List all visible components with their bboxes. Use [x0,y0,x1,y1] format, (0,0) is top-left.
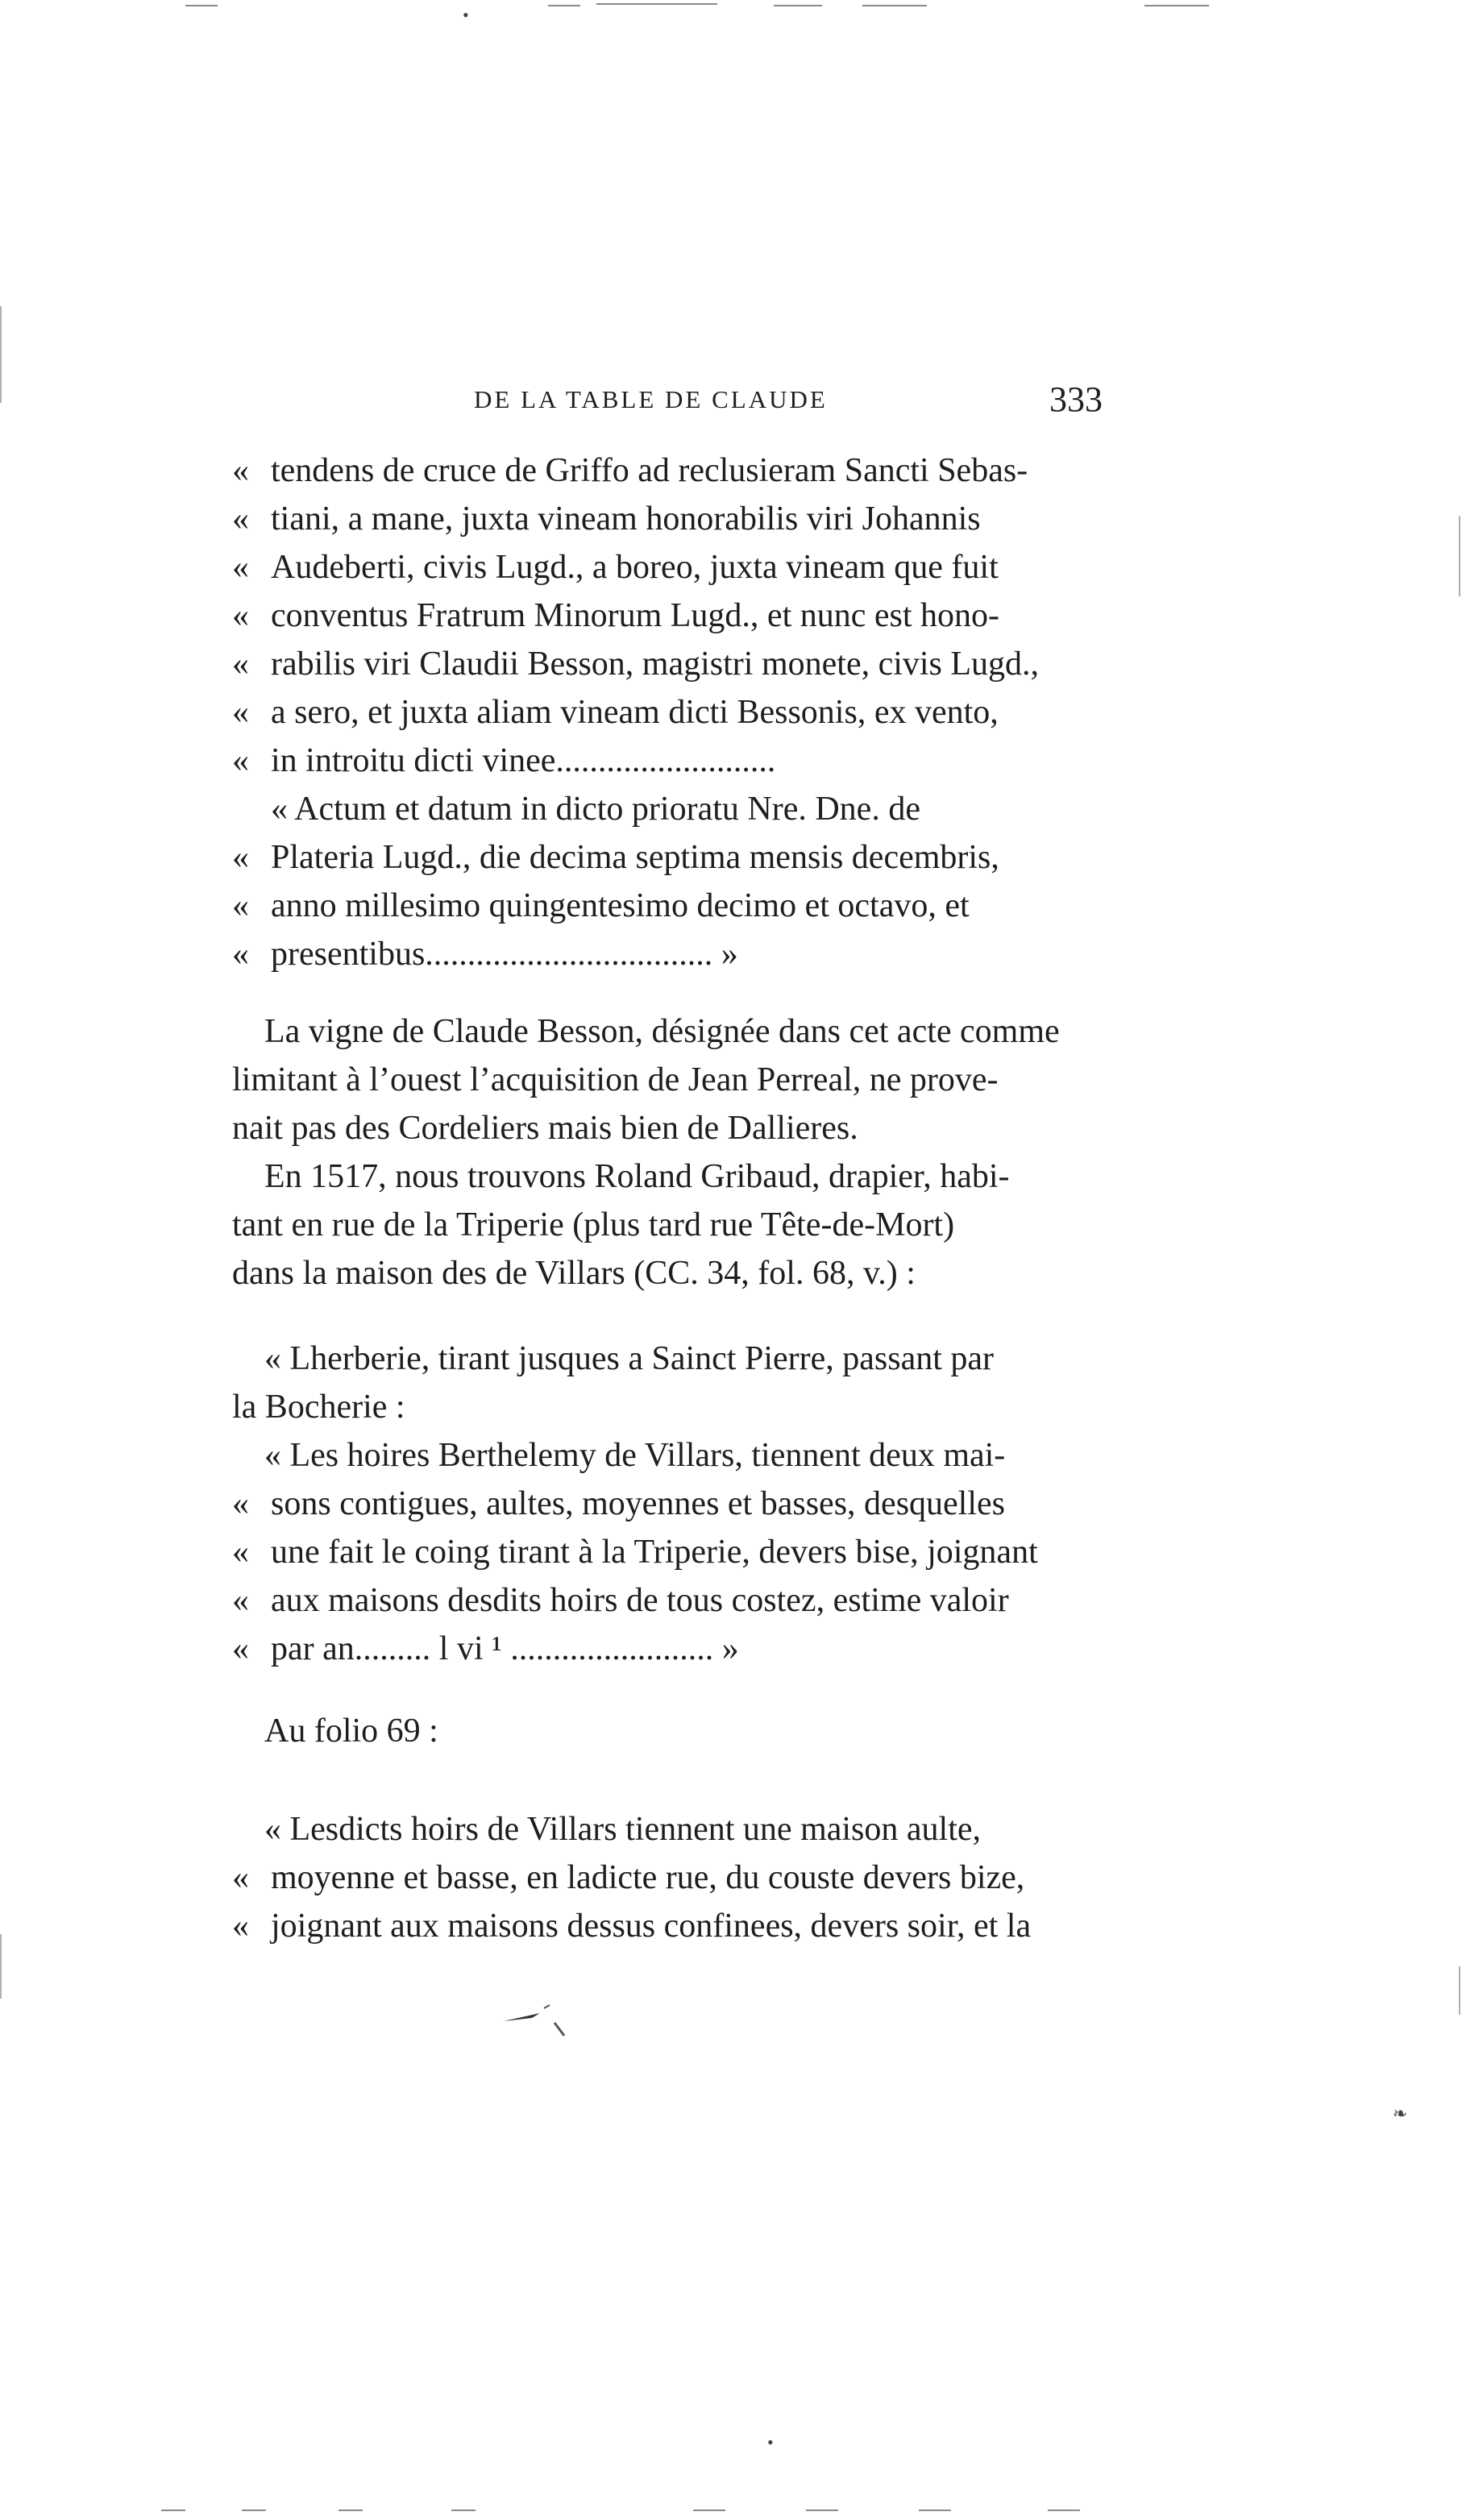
quote-line [232,1625,1103,1673]
villars-quote [232,1805,1103,1950]
quote-line: « Lesdicts hoirs de Villars tiennent une maison aulte, [264,1811,982,1848]
latin-act-quote [232,446,1103,978]
prose-line: tant en rue de la Triperie (plus tard rue Tête-de-Mort) [232,1206,955,1243]
quote-line [232,1854,1103,1902]
quote-line [232,785,1103,833]
page-number: 333 [1049,380,1103,419]
quote-line: « Lherberie, tirant jusques a Sainct Pierre, passant par [264,1340,995,1377]
left-scan-line-2 [0,1934,2,1999]
quote-line [232,1902,1103,1950]
guillemet: « [232,1630,249,1667]
right-scan-line-1 [1459,516,1460,596]
prose-line: nait pas des Cordeliers mais bien de Dallieres. [232,1110,858,1147]
quote-line: « Les hoires Berthelemy de Villars, tiennent deux mai- [264,1437,1006,1474]
quote-line [232,1576,1103,1625]
quote-text: joignant aux maisons dessus confinees, devers soir, et la [271,1908,1032,1945]
prose-paragraphs [232,1007,1103,1297]
guillemet: « [232,1485,249,1522]
prose-line: La vigne de Claude Besson, désignée dans cet acte comme [264,1013,1060,1050]
left-scan-line-1 [0,306,2,403]
quote-text: tendens de cruce de Griffo ad reclusieram Sancti Sebas- [271,452,1028,489]
running-title: DE LA TABLE DE CLAUDE [474,385,828,413]
quote-text: a sero, et juxta aliam vineam dicti Bessonis, ex vento, [271,694,999,731]
guillemet: « [232,549,249,586]
guillemet: « [232,839,249,876]
quote-text: une fait le coing tirant à la Triperie, devers bise, joignant [271,1534,1038,1571]
guillemet: « [232,936,249,973]
pen-stroke-mark [500,1991,588,2047]
guillemet: « [232,646,249,683]
lherberie-quote [232,1335,1103,1673]
quote-text: tiani, a mane, juxta vineam honorabilis viri Johannis [271,500,981,538]
quote-text: conventus Fratrum Minorum Lugd., et nunc est hono- [271,597,1000,634]
guillemet: « [232,694,249,731]
guillemet: « [232,1859,249,1896]
quote-line [232,495,1103,543]
quote-line [232,640,1103,688]
quote-line [232,446,1103,495]
guillemet: « [232,1582,249,1619]
running-header [232,379,1103,427]
guillemet: « [232,742,249,779]
quote-text: anno millesimo quingentesimo decimo et octavo, et [271,887,970,924]
quote-text: aux maisons desdits hoirs de tous costez, estime valoir [271,1582,1009,1619]
quote-line [232,688,1103,737]
guillemet: « [232,1908,249,1945]
quote-text: moyenne et basse, en ladicte rue, du couste devers bize, [271,1859,1025,1896]
speck-mark: • [463,5,469,25]
quote-text: par an......... l vi ¹ ........................ » [271,1630,739,1667]
quote-text: sons contigues, aultes, moyennes et basses, desquelles [271,1485,1005,1522]
quote-text: Audeberti, civis Lugd., a boreo, juxta vineam que fuit [271,549,999,586]
quote-line [232,543,1103,592]
prose-line: En 1517, nous trouvons Roland Gribaud, drapier, habi- [264,1158,1010,1195]
quote-line [232,882,1103,930]
right-scan-line-2 [1459,1966,1460,2015]
quote-line [232,737,1103,785]
prose-line: limitant à l’ouest l’acquisition de Jean Perreal, ne prove- [232,1061,999,1098]
top-edge-artifact [0,3,1462,11]
quote-line [232,1480,1103,1528]
guillemet: « [232,452,249,489]
guillemet: « [232,597,249,634]
guillemet: « [232,1534,249,1571]
quote-text: presentibus.................................. » [271,936,738,973]
quote-line: la Bocherie : [232,1389,405,1426]
quote-line [232,930,1103,978]
quote-line [232,1528,1103,1576]
quote-text: in introitu dicti vinee.......................... [271,742,776,779]
folio-line: Au folio 69 : [264,1713,438,1750]
quote-text: rabilis viri Claudii Besson, magistri monete, civis Lugd., [271,646,1040,683]
guillemet: « [232,500,249,538]
speck-mark: ❧ [1393,2103,1408,2124]
prose-line: dans la maison des de Villars (CC. 34, fol. 68, v.) : [232,1255,916,1292]
guillemet: « [232,887,249,924]
quote-text: Plateria Lugd., die decima septima mensis decembris, [271,839,999,876]
quote-line [232,833,1103,882]
speck-mark: • [767,2432,774,2452]
bottom-edge-artifact [0,2506,1462,2514]
quote-line [232,592,1103,640]
folio-reference [232,1707,1103,1755]
quote-text: « Actum et datum in dicto prioratu Nre. Dne. de [271,791,920,828]
